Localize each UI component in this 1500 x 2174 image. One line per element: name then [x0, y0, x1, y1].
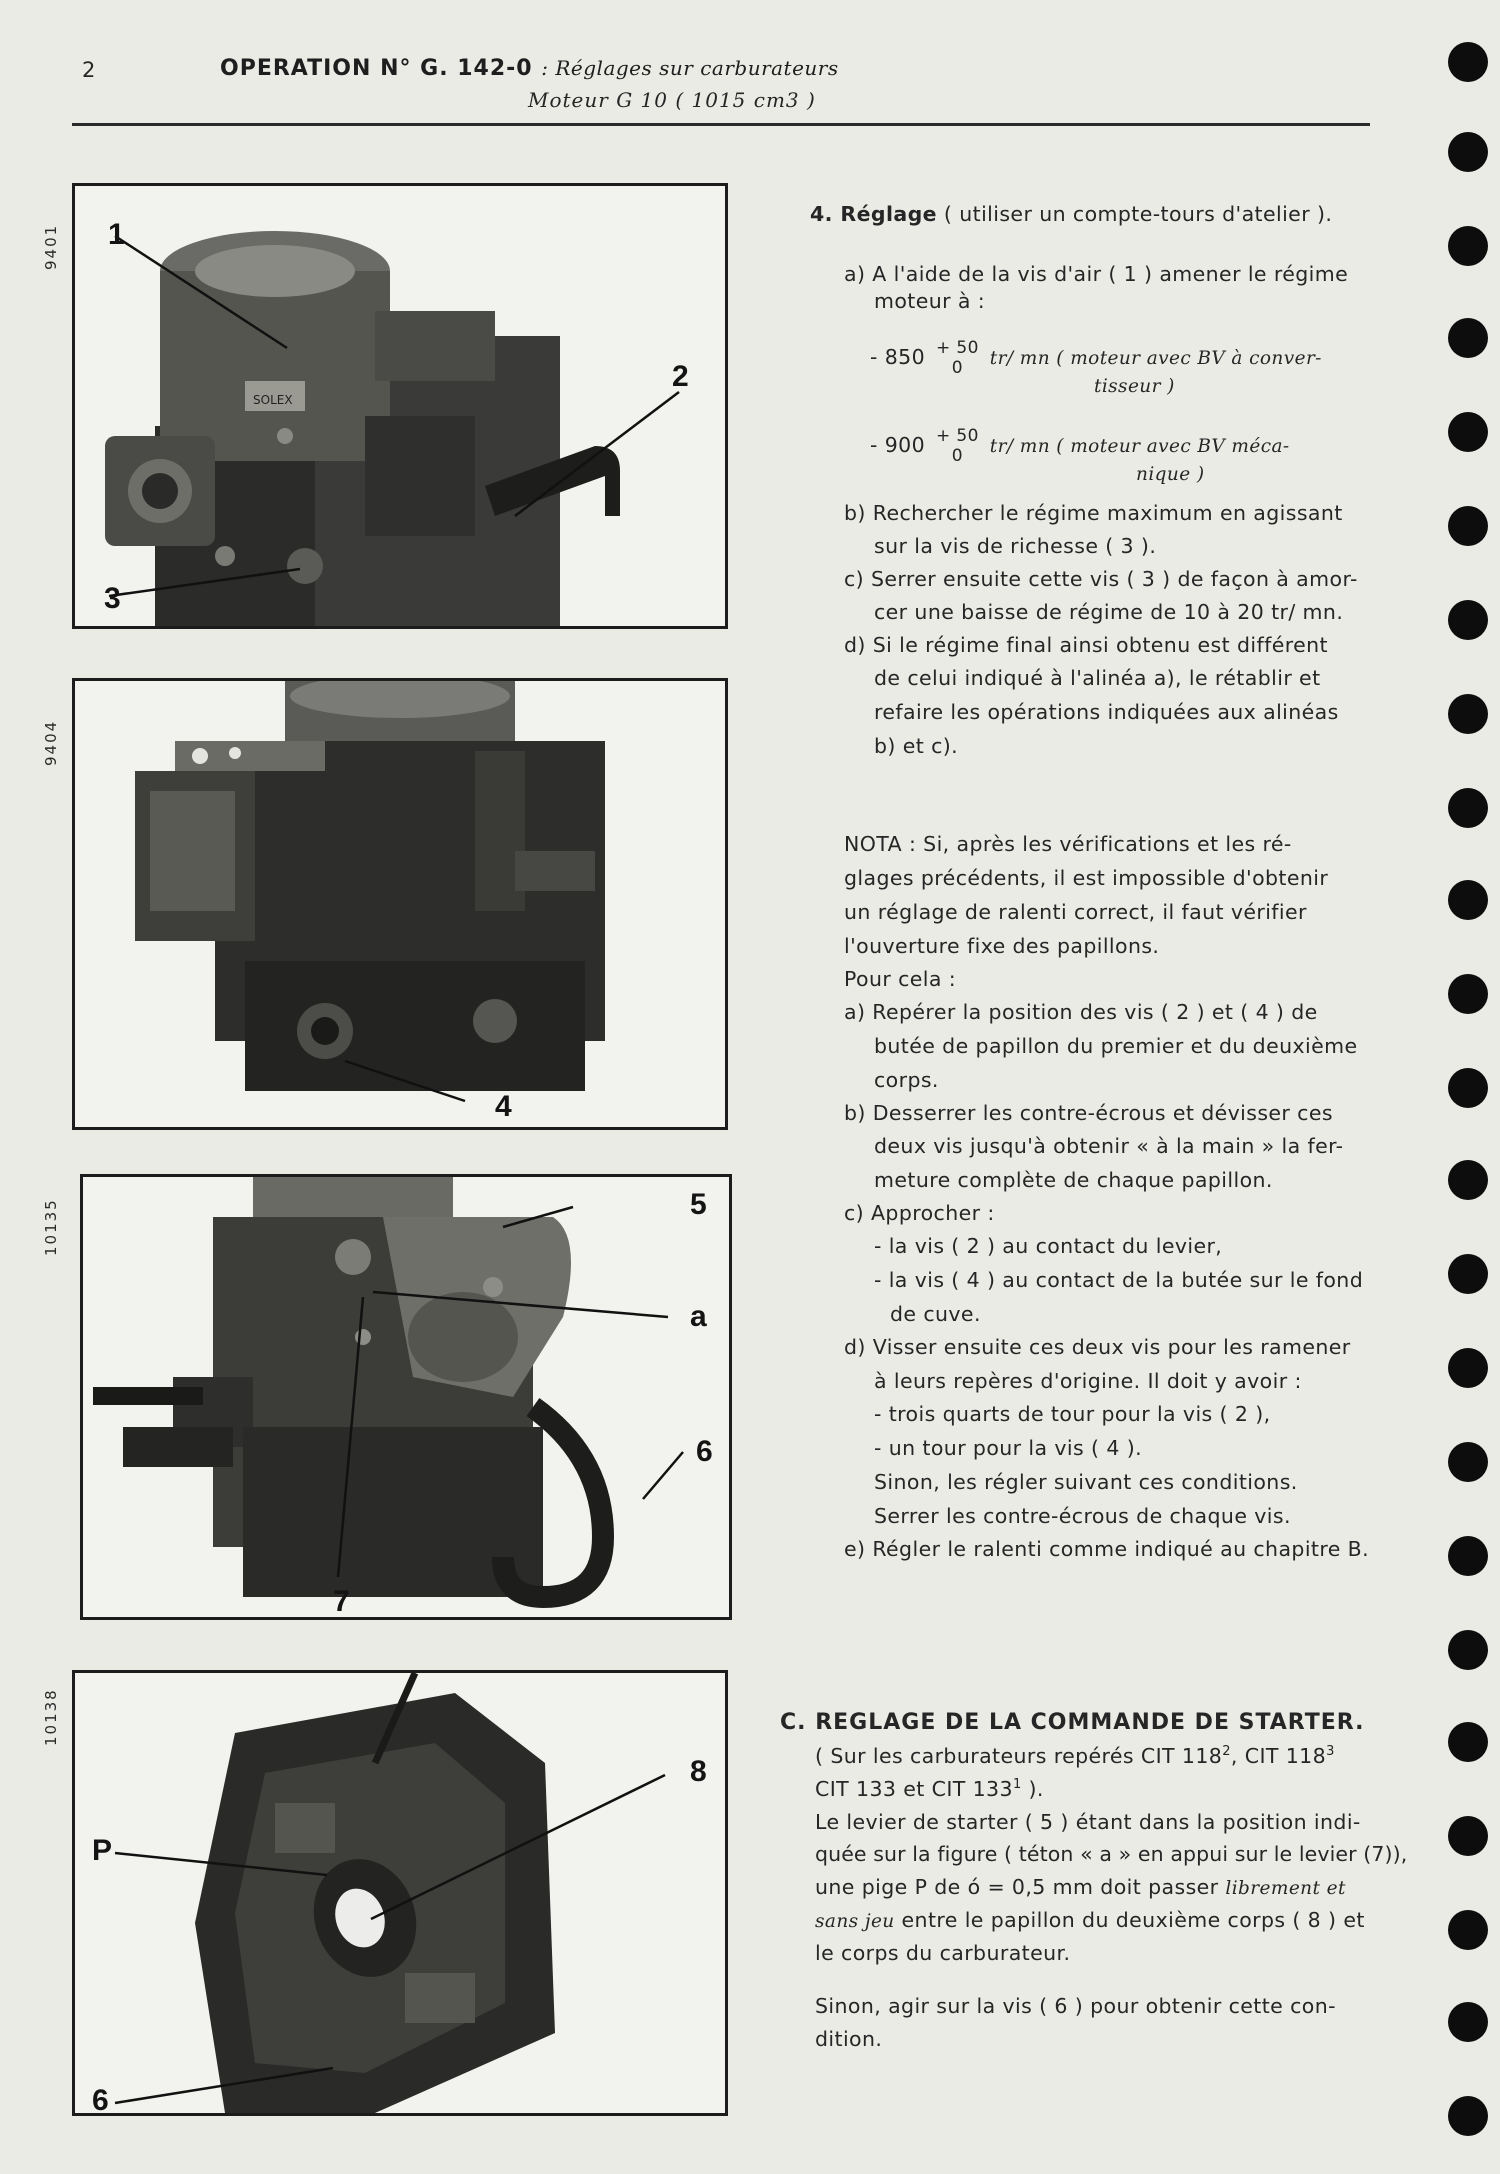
regime-900: [870, 426, 1290, 466]
nota-c-line-3: - la vis ( 4 ) au contact de la butée sur le fond: [874, 1268, 1364, 1292]
nota-line-3: un réglage de ralenti correct, il faut vérifier: [844, 900, 1307, 924]
regime-850-value: - 850: [870, 345, 926, 369]
nota-c-line-1: c) Approcher :: [844, 1201, 995, 1225]
callout-7: 7: [333, 1585, 350, 1618]
regime-900-text-2: nique ): [1136, 464, 1205, 485]
regime-900-text: tr/ mn ( moteur avec BV méca-: [989, 436, 1290, 457]
section-c-line-8: Sinon, agir sur la vis ( 6 ) pour obtenir cette con-: [815, 1994, 1336, 2018]
section-c-heading: [780, 1706, 1365, 1739]
binder-hole: [1448, 1160, 1488, 1200]
callout-1: 1: [108, 218, 125, 251]
page-number: 2: [82, 58, 96, 82]
section-c-line-5: [815, 1871, 1346, 1905]
operation-title: [220, 56, 839, 81]
nota-d-line-2: à leurs repères d'origine. Il doit y avoir :: [874, 1369, 1302, 1393]
section-c-prefix: C.: [780, 1710, 807, 1735]
callout-3: 3: [104, 582, 121, 615]
binder-hole: [1448, 880, 1488, 920]
photo-ref-9401: 9401: [42, 223, 60, 270]
nota-d-line-4: - un tour pour la vis ( 4 ).: [874, 1436, 1143, 1460]
binder-hole: [1448, 1722, 1488, 1762]
binder-hole: [1448, 788, 1488, 828]
binder-hole: [1448, 2002, 1488, 2042]
tolerance-850: [936, 338, 979, 378]
tolerance-850-zero: 0: [951, 358, 964, 378]
binder-hole: [1448, 1348, 1488, 1388]
binder-hole: [1448, 1068, 1488, 1108]
section-c-line-2-end: ).: [1021, 1777, 1044, 1801]
step-c-line-2: cer une baisse de régime de 10 à 20 tr/ mn.: [874, 600, 1344, 624]
callout-6b: 6: [92, 2084, 109, 2117]
callout-a: a: [690, 1300, 707, 1333]
binder-hole: [1448, 1630, 1488, 1670]
callout-2: 2: [672, 360, 689, 393]
callout-5: 5: [690, 1188, 707, 1221]
nota-c-line-2: - la vis ( 2 ) au contact du levier,: [874, 1234, 1223, 1258]
section-c-line-2-text: CIT 133 et CIT 133: [815, 1777, 1013, 1801]
binder-hole: [1448, 600, 1488, 640]
binder-hole: [1448, 974, 1488, 1014]
section-4-title: 4. Réglage: [810, 202, 937, 226]
binder-hole: [1448, 1816, 1488, 1856]
section-4-title-rest: ( utiliser un compte-tours d'atelier ).: [943, 202, 1333, 226]
nota-line-4: l'ouverture fixe des papillons.: [844, 934, 1160, 958]
binder-hole: [1448, 412, 1488, 452]
operation-subtitle-engine: Moteur G 10 ( 1015 cm3 ): [528, 88, 816, 112]
binder-hole: [1448, 694, 1488, 734]
callout-4: 4: [495, 1090, 512, 1123]
photo-ref-10138: 10138: [42, 1688, 60, 1746]
section-c-sup-1: 2: [1222, 1744, 1231, 1760]
photo-ref-10135: 10135: [42, 1198, 60, 1256]
nota-a-line-1: a) Repérer la position des vis ( 2 ) et ( 4 ) de: [844, 1000, 1318, 1024]
nota-line-2: glages précédents, il est impossible d'obtenir: [844, 866, 1329, 890]
section-c-line-1: [815, 1740, 1335, 1773]
photo-ref-9404: 9404: [42, 719, 60, 766]
section-c-line-6: [815, 1904, 1365, 1938]
nota-b-line-1: b) Desserrer les contre-écrous et dévisser ces: [844, 1101, 1333, 1125]
section-c-line-5-italic: librement et: [1225, 1878, 1346, 1899]
solex-label: SOLEX: [253, 393, 293, 407]
operation-subtitle: : Réglages sur carburateurs: [541, 56, 839, 80]
nota-a-line-3: corps.: [874, 1068, 939, 1092]
nota-d-line-1: d) Visser ensuite ces deux vis pour les ramener: [844, 1335, 1351, 1359]
nota-d-line-6: Serrer les contre-écrous de chaque vis.: [874, 1504, 1291, 1528]
section-c-line-6-text: entre le papillon du deuxième corps ( 8 ) et: [894, 1908, 1365, 1932]
carburetor-photo-1: [72, 183, 728, 629]
regime-900-value: - 900: [870, 433, 926, 457]
binder-hole: [1448, 42, 1488, 82]
step-a-line-1: a) A l'aide de la vis d'air ( 1 ) amener le régime: [844, 262, 1349, 286]
callout-6: 6: [696, 1435, 713, 1468]
section-c-line-5-text: une pige P de ó = 0,5 mm doit passer: [815, 1875, 1226, 1899]
step-d-line-1: d) Si le régime final ainsi obtenu est différent: [844, 633, 1328, 657]
section-c-line-3: Le levier de starter ( 5 ) étant dans la position indi-: [815, 1810, 1361, 1834]
callout-P: P: [92, 1834, 113, 1867]
carburetor-photo-2: [72, 678, 728, 1130]
step-b-line-2: sur la vis de richesse ( 3 ).: [874, 534, 1157, 558]
header-rule: [72, 123, 1370, 126]
binder-hole: [1448, 2096, 1488, 2136]
regime-850-text: tr/ mn ( moteur avec BV à conver-: [989, 348, 1322, 369]
section-c-line-4: quée sur la figure ( téton « a » en appui sur le levier (7)),: [815, 1842, 1408, 1866]
binder-hole: [1448, 1910, 1488, 1950]
binder-hole: [1448, 1536, 1488, 1576]
section-c-line-1-mid: , CIT 118: [1230, 1744, 1327, 1768]
binder-hole: [1448, 1254, 1488, 1294]
nota-line-5: Pour cela :: [844, 967, 957, 991]
section-c-line-7: le corps du carburateur.: [815, 1941, 1071, 1965]
binder-hole: [1448, 1442, 1488, 1482]
nota-b-line-3: meture complète de chaque papillon.: [874, 1168, 1273, 1192]
tolerance-900: [936, 426, 979, 466]
step-d-line-2: de celui indiqué à l'alinéa a), le rétablir et: [874, 666, 1321, 690]
section-c-sup-3: 1: [1012, 1777, 1022, 1793]
tolerance-850-plus: + 50: [935, 338, 979, 358]
section-c-title: REGLAGE DE LA COMMANDE DE STARTER.: [815, 1710, 1365, 1735]
section-c-line-9: dition.: [815, 2027, 883, 2051]
nota-b-line-2: deux vis jusqu'à obtenir « à la main » la fer-: [874, 1134, 1344, 1158]
binder-hole: [1448, 506, 1488, 546]
nota-line-1: NOTA : Si, après les vérifications et les ré-: [844, 832, 1292, 856]
nota-e-line-1: e) Régler le ralenti comme indiqué au chapitre B.: [844, 1537, 1370, 1561]
tolerance-900-zero: 0: [951, 446, 964, 466]
section-c-sup-2: 3: [1326, 1744, 1335, 1760]
operation-number: OPERATION N° G. 142-0: [220, 56, 533, 81]
callout-8: 8: [690, 1755, 707, 1788]
tolerance-900-plus: + 50: [935, 426, 979, 446]
step-b-line-1: b) Rechercher le régime maximum en agissant: [844, 501, 1343, 525]
step-a-line-2: moteur à :: [874, 289, 986, 313]
binder-hole: [1448, 226, 1488, 266]
binder-hole: [1448, 132, 1488, 172]
section-c-line-6-italic: sans jeu: [815, 1911, 895, 1932]
nota-d-line-5: Sinon, les régler suivant ces conditions.: [874, 1470, 1298, 1494]
nota-c-line-4: de cuve.: [890, 1302, 981, 1326]
regime-850-text-2: tisseur ): [1094, 376, 1175, 397]
carburetor-photo-3: [80, 1174, 732, 1620]
section-4-heading: [810, 198, 1332, 231]
binder-hole: [1448, 318, 1488, 358]
carburetor-photo-4: [72, 1670, 728, 2116]
step-d-line-3: refaire les opérations indiquées aux alinéas: [874, 700, 1339, 724]
section-c-line-1-text: ( Sur les carburateurs repérés CIT 118: [815, 1744, 1223, 1768]
step-d-line-4: b) et c).: [874, 734, 959, 758]
nota-d-line-3: - trois quarts de tour pour la vis ( 2 ),: [874, 1402, 1271, 1426]
section-c-line-2: [815, 1773, 1044, 1806]
step-c-line-1: c) Serrer ensuite cette vis ( 3 ) de façon à amor-: [844, 567, 1358, 591]
nota-a-line-2: butée de papillon du premier et du deuxième: [874, 1034, 1358, 1058]
